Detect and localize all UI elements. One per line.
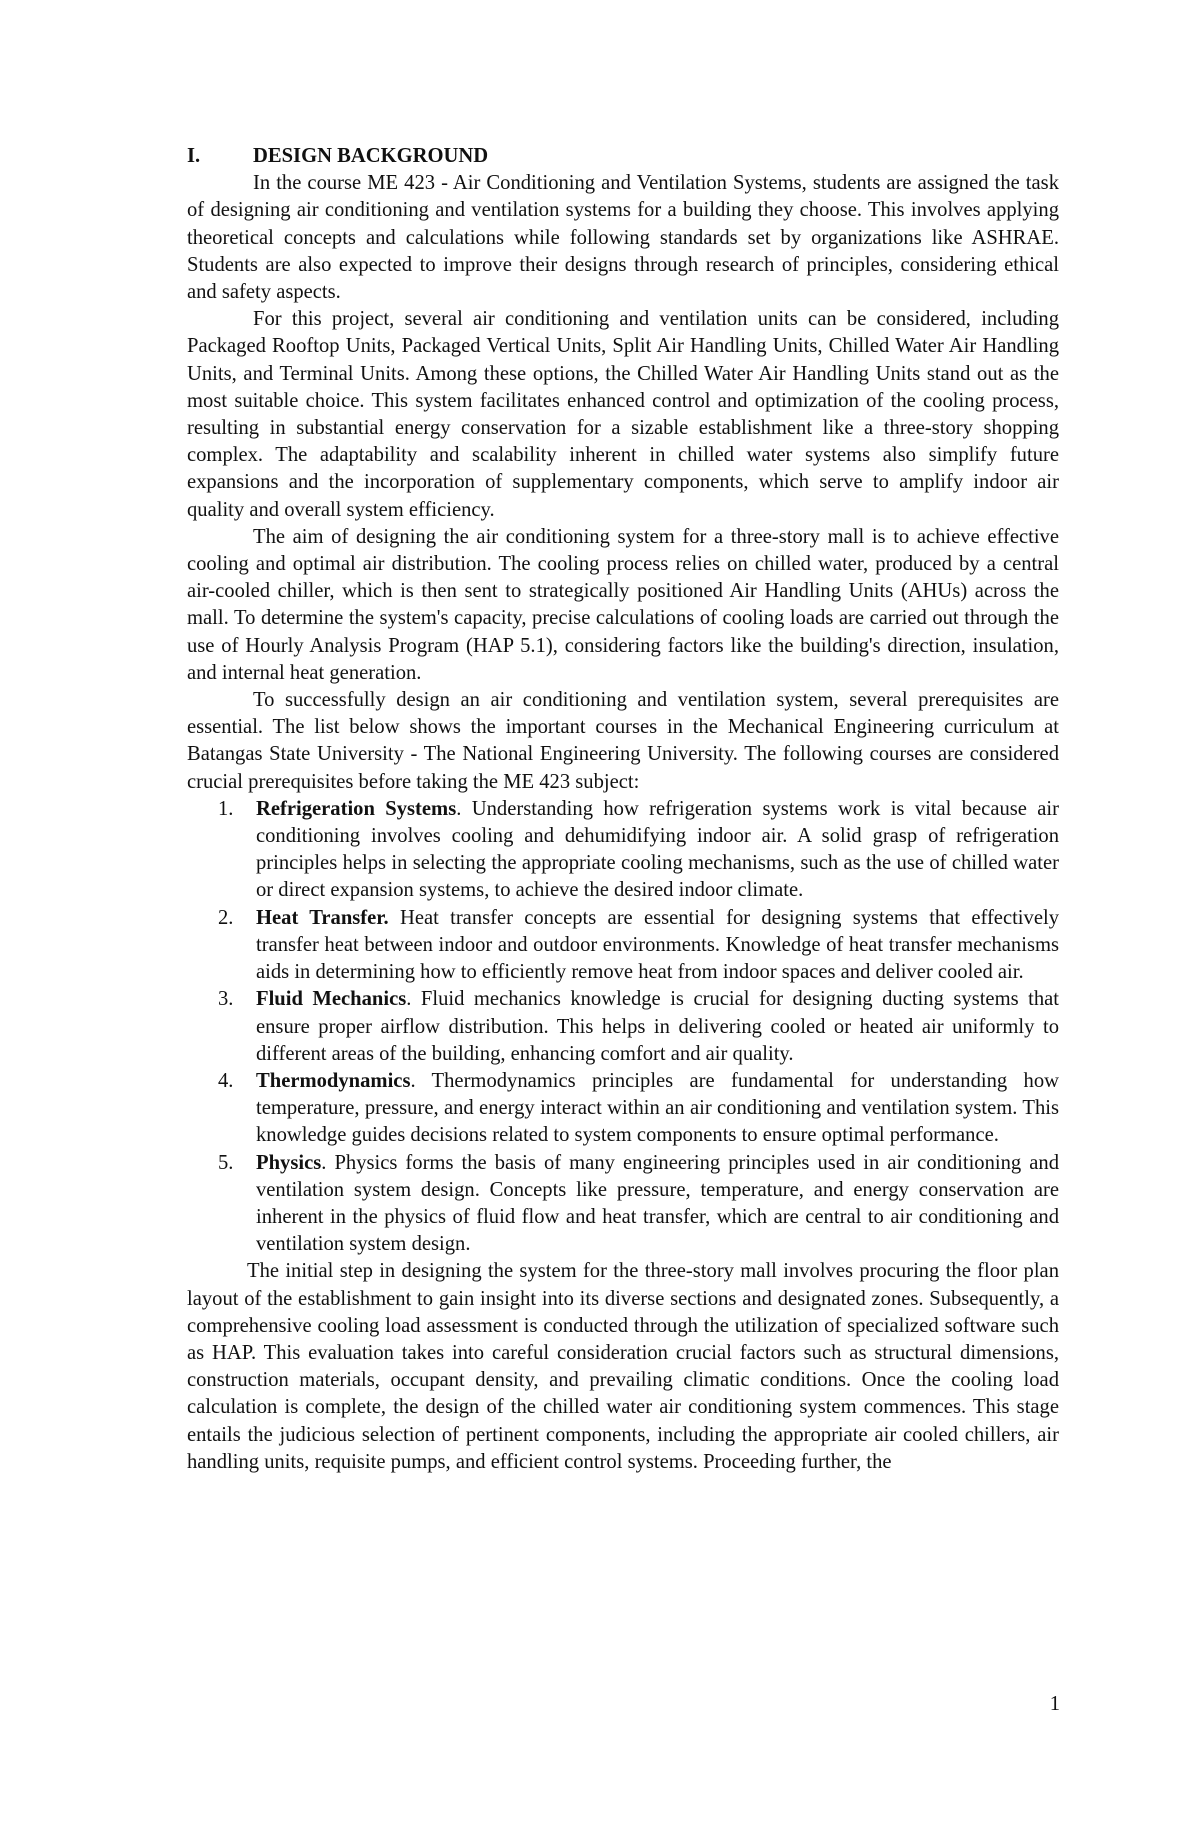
list-item-title: Refrigeration Systems — [256, 797, 457, 820]
list-item-title-end: . — [406, 988, 412, 1011]
list-item-text: Physics forms the basis of many engineering principles used in air conditioning and ventilation system design. Concepts like pressure, temperature, and energy conservation are inherent in the physics of fluid flow and heat transfer, which are central to air conditioning and ventilation system design. — [256, 1151, 1059, 1256]
list-item-body — [256, 905, 1059, 987]
list-item — [187, 986, 1059, 1068]
paragraph-course-intro: In the course ME 423 - Air Conditioning and Ventilation Systems, students are assigned the task of designing air conditioning and ventilation systems for a building they choose. This involves applying theoretical concepts and calculations while following standards set by organizations like ASHRAE. Students are also expected to improve their designs through research of principles, considering ethical and safety aspects. — [187, 172, 1059, 304]
list-item-title: Heat Transfer. — [256, 906, 389, 929]
list-item-title: Physics — [256, 1151, 322, 1174]
section-heading — [187, 143, 1059, 170]
list-item-text: Fluid mechanics knowledge is crucial for designing ducting systems that ensure proper airflow distribution. This helps in delivering cooled or heated air uniformly to different areas of the building, enhancing comfort and air quality. — [256, 988, 1059, 1065]
list-item — [187, 1068, 1059, 1150]
list-item-text: Thermodynamics principles are fundamental for understanding how temperature, pressure, and energy interact within an air conditioning and ventilation system. This knowledge guides decisions related to system components to ensure optimal performance. — [256, 1069, 1059, 1147]
section-number: I. — [187, 145, 201, 167]
list-item-title-end: . — [456, 797, 462, 820]
prerequisite-course-list — [187, 796, 1059, 1258]
list-item-number: 5. — [218, 1151, 234, 1174]
list-item-title-end: . — [410, 1069, 416, 1092]
paragraph-prerequisites: To successfully design an air conditioning and ventilation system, several prerequisites are essential. The list below shows the important courses in the Mechanical Engineering curriculum at Batangas State University - The National Engineering University. The following courses are considered crucial prerequisites before taking the ME 423 subject: — [187, 689, 1059, 793]
paragraph-design-steps: The initial step in designing the system for the three-story mall involves procuring the floor plan layout of the establishment to gain insight into its diverse sections and designated zones. Subsequently, a comprehensive cooling load assessment is conducted through the utilization of specialized software such as HAP. This evaluation takes into careful consideration crucial factors such as structural dimensions, construction materials, occupant density, and prevailing climatic conditions. Once the cooling load calculation is complete, the design of the chilled water air conditioning system commences. This stage entails the judicious selection of pertinent components, including the appropriate air cooled chillers, air handling units, requisite pumps, and efficient control systems. Proceeding further, the — [187, 1260, 1059, 1473]
paragraph-design-aim: The aim of designing the air conditioning system for a three-story mall is to achieve effective cooling and optimal air distribution. The cooling process relies on chilled water, produced by a central air-cooled chiller, which is then sent to strategically positioned Air Handling Units (AHUs) across the mall. To determine the system's capacity, precise calculations of cooling loads are carried out through the use of Hourly Analysis Program (HAP 5.1), considering factors like the building's direction, insulation, and internal heat generation. — [187, 525, 1059, 684]
list-item-title-end: . — [321, 1151, 327, 1174]
list-item-body — [256, 796, 1059, 905]
list-item — [187, 796, 1059, 905]
list-item — [187, 1150, 1059, 1259]
page-content — [187, 143, 1059, 1476]
list-item-body — [256, 1068, 1059, 1150]
page-number: 1 — [1049, 1693, 1060, 1715]
list-item-number: 3. — [218, 988, 234, 1011]
list-item-title: Fluid Mechanics — [256, 988, 407, 1011]
list-item — [187, 905, 1059, 987]
paragraph-unit-options: For this project, several air conditioning and ventilation units can be considered, including Packaged Rooftop Units, Packaged Vertical Units, Split Air Handling Units, Chilled Water Air Handling Units, and Terminal Units. Among these options, the Chilled Water Air Handling Units stand out as the most suitable choice. This system facilitates enhanced control and optimization of the cooling process, resulting in substantial energy conservation for a sizable establishment like a three-story shopping complex. The adaptability and scalability inherent in chilled water systems also simplify future expansions and the incorporation of supplementary components, which serve to amplify indoor air quality and overall system efficiency. — [187, 308, 1059, 521]
list-item-body — [256, 1150, 1059, 1259]
list-item-title: Thermodynamics — [256, 1069, 411, 1092]
section-title: DESIGN BACKGROUND — [253, 145, 489, 167]
list-item-text: Heat transfer concepts are essential for designing systems that effectively transfer heat between indoor and outdoor environments. Knowledge of heat transfer mechanisms aids in determining how to efficiently remove heat from indoor spaces and deliver cooled air. — [256, 906, 1059, 984]
list-item-number: 1. — [218, 797, 234, 820]
list-item-number: 2. — [218, 906, 234, 929]
list-item-text: Understanding how refrigeration systems work is vital because air conditioning involves cooling and dehumidifying indoor air. A solid grasp of refrigeration principles helps in selecting the appropriate cooling mechanisms, such as the use of chilled water or direct expansion systems, to achieve the desired indoor climate. — [256, 797, 1059, 902]
list-item-number: 4. — [218, 1069, 234, 1092]
list-item-body — [256, 986, 1059, 1068]
